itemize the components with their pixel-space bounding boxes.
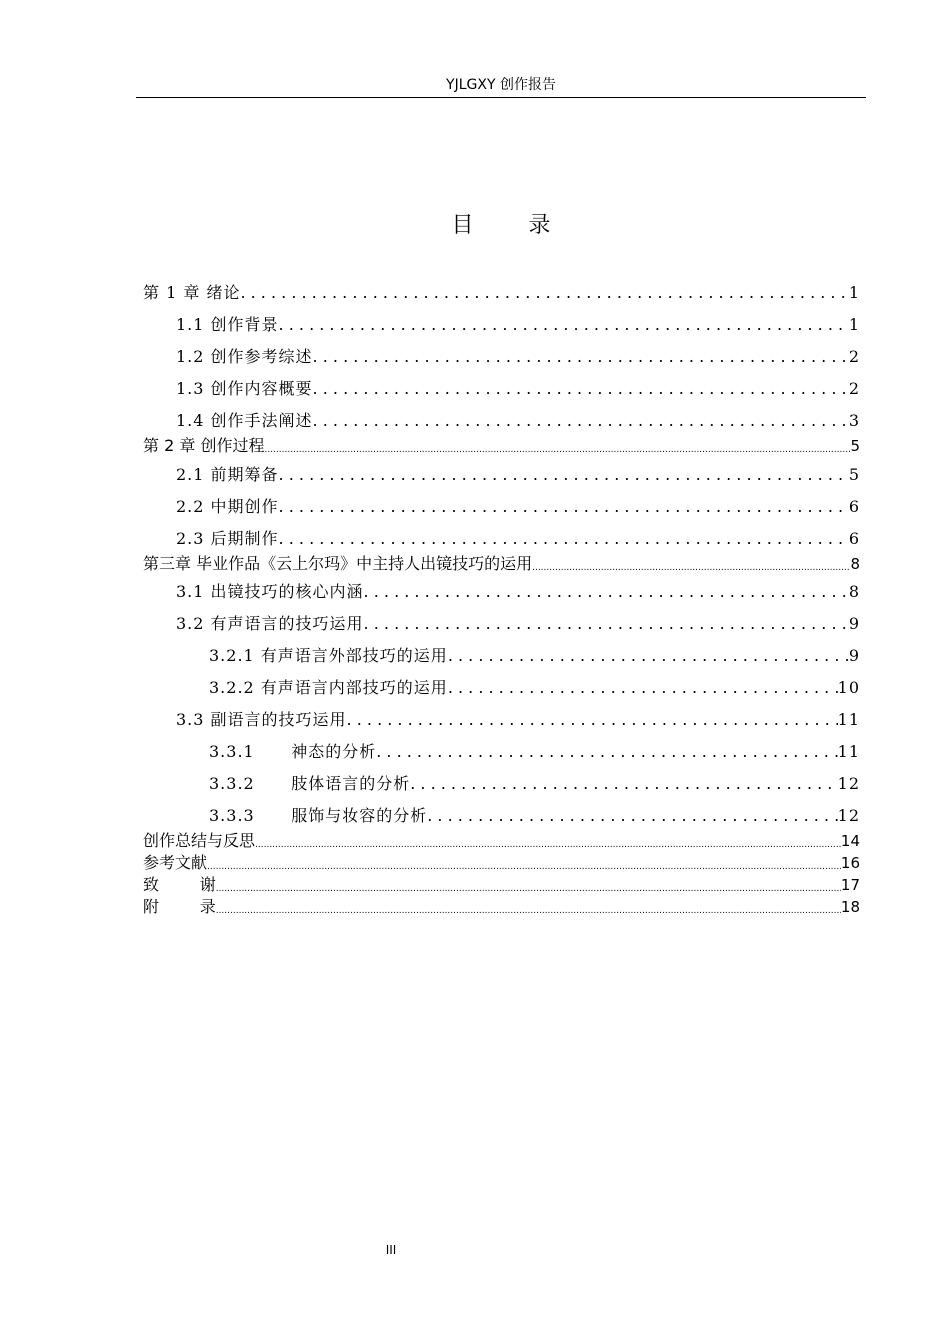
toc-entry-page: 3 [848,411,860,430]
toc-entry-chapter-2[interactable] [143,436,860,456]
toc-entry-page: 8 [850,555,860,573]
toc-title: 目 录 [451,213,575,238]
toc-entry-page: 6 [848,529,860,548]
toc-entry-page: 9 [848,614,860,633]
toc-entry-label: 2.3 后期制作 [176,529,279,548]
toc-entry-page: 2 [848,347,860,366]
dot-leader [427,805,837,827]
dot-leader [216,875,841,895]
dot-leader [532,554,850,574]
toc-entry-page: 14 [840,832,860,850]
toc-entry-3-3[interactable] [176,709,860,731]
toc-entry-page: 1 [848,315,860,334]
toc-entry-label: 3.3.1 神态的分析 [209,742,377,761]
toc-entry-2-2[interactable] [176,496,860,518]
dot-leader [364,613,849,635]
dot-leader [364,581,849,603]
dot-leader [347,709,838,731]
toc-entry-label: 2.2 中期创作 [176,497,279,516]
toc-entry-3-2-1[interactable] [209,645,860,667]
toc-entry-3-1[interactable] [176,581,860,603]
toc-entry-page: 1 [848,283,860,302]
dot-leader [448,645,849,667]
toc-entry-label: 3.2.2 有声语言内部技巧的运用 [209,678,448,697]
dot-leader [376,741,837,763]
toc-entry-3-3-3[interactable] [209,805,860,827]
toc-entry-summary[interactable] [143,831,860,851]
toc-entry-label: 3.2 有声语言的技巧运用 [176,614,364,633]
toc-entry-label: 附 录 [143,897,216,916]
toc-entry-1-2[interactable] [176,346,860,368]
toc-entry-label: 第 2 章 创作过程 [143,436,265,455]
toc-entry-page: 11 [837,742,860,761]
toc-entry-page: 17 [840,876,860,894]
dot-leader [410,773,837,795]
toc-entry-page: 11 [837,710,860,729]
toc-entry-3-2[interactable] [176,613,860,635]
toc-entry-label: 1.3 创作内容概要 [176,379,313,398]
dot-leader [279,496,849,518]
toc-entry-label: 3.3.3 服饰与妆容的分析 [209,806,428,825]
dot-leader [216,897,841,917]
toc-entry-3-3-1[interactable] [209,741,860,763]
toc-entry-page: 5 [850,437,860,455]
toc-entry-label: 3.3 副语言的技巧运用 [176,710,347,729]
toc-entry-page: 6 [848,497,860,516]
dot-leader [279,528,849,550]
dot-leader [313,378,849,400]
dot-leader [279,464,849,486]
toc-entry-page: 12 [837,806,860,825]
toc-entry-page: 2 [848,379,860,398]
toc-entry-chapter-1[interactable] [143,282,860,304]
dot-leader [313,410,849,432]
toc-entry-3-2-2[interactable] [209,677,860,699]
toc-entry-label: 创作总结与反思 [143,831,256,850]
toc-entry-label: 第 1 章 绪论 [143,283,241,302]
toc-entry-2-3[interactable] [176,528,860,550]
dot-leader [240,282,848,304]
toc-entry-page: 9 [848,646,860,665]
toc-entry-label: 1.1 创作背景 [176,315,279,334]
header-rule [136,97,866,98]
toc-entry-label: 第三章 毕业作品《云上尔玛》中主持人出镜技巧的运用 [143,554,533,573]
toc-entry-label: 1.2 创作参考综述 [176,347,313,366]
toc-entry-label: 1.4 创作手法阐述 [176,411,313,430]
toc-entry-3-3-2[interactable] [209,773,860,795]
toc-entry-label: 3.3.2 肢体语言的分析 [209,774,411,793]
page-number: III [385,1243,397,1257]
toc-entry-label: 3.1 出镜技巧的核心内涵 [176,582,364,601]
toc-entry-1-1[interactable] [176,314,860,336]
dot-leader [207,853,841,873]
toc-entry-1-4[interactable] [176,410,860,432]
toc-entry-page: 18 [840,898,860,916]
toc-entry-label: 2.1 前期筹备 [176,465,279,484]
dot-leader [255,831,841,851]
dot-leader [264,436,850,456]
toc-entry-chapter-3[interactable] [143,554,860,574]
dot-leader [279,314,849,336]
dot-leader [313,346,849,368]
toc-entry-label: 3.2.1 有声语言外部技巧的运用 [209,646,448,665]
dot-leader [448,677,838,699]
toc-entry-appendix[interactable] [143,897,860,917]
toc-entry-2-1[interactable] [176,464,860,486]
toc-entry-label: 参考文献 [143,853,208,872]
toc-entry-1-3[interactable] [176,378,860,400]
toc-entry-page: 10 [837,678,860,697]
toc-entry-page: 12 [837,774,860,793]
toc-entry-page: 16 [840,854,860,872]
toc-entry-page: 5 [848,465,860,484]
toc-entry-label: 致 谢 [143,875,216,894]
toc-entry-references[interactable] [143,853,860,873]
toc-entry-page: 8 [848,582,860,601]
toc-entry-acknowledgements[interactable] [143,875,860,895]
running-header: YJLGXY 创作报告 [446,77,556,93]
